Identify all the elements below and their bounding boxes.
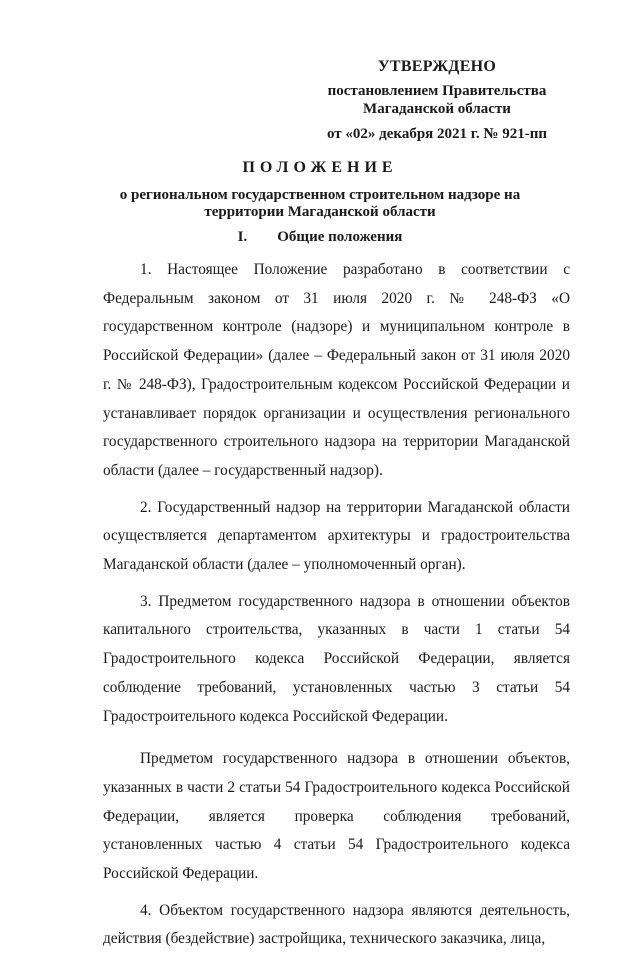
approved-by-line-1: постановлением Правительства <box>327 83 547 99</box>
section-number: I. <box>237 229 248 245</box>
paragraph-1: 1. Настоящее Положение разработано в соответствии с Федеральным законом от 31 июля 2020 г. № 248-ФЗ «О государственном контроле (надзоре) и муниципальном контроле в Российской Федерации» (далее – Федеральный закон от 31 июля 2020 г. № 248-ФЗ), Градостроительным кодексом Российской Федерации и устанавливает порядок организации и осуществления регионального государственного строительного надзора на территории Магаданской области (далее – государственный надзор). <box>103 261 570 479</box>
approval-stamp <box>312 58 562 143</box>
paragraph-4: 4. Объектом государственного надзора являются деятельность, действия (бездействие) застройщика, технического заказчика, лица, <box>103 901 570 948</box>
paragraph-2: 2. Государственный надзор на территории Магаданской области осуществляется департаментом архитектуры и градостроительства Магаданской области (далее – уполномоченный орган). <box>103 498 570 574</box>
section-heading <box>80 228 560 246</box>
document-title: ПОЛОЖЕНИЕ <box>242 159 398 176</box>
approved-by-line-2: Магаданской области <box>363 101 511 117</box>
paragraph-3: 3. Предметом государственного надзора в отношении объектов капитального строительства, указанных в части 1 статьи 54 Градостроительного кодекса Российской Федерации, является соблюдение требований, установленных частью 3 статьи 54 Градостроительного кодекса Российской Федерации. <box>103 592 570 725</box>
document-subtitle-line-2: территории Магаданской области <box>204 204 436 220</box>
document-body <box>103 256 570 954</box>
section-title: Общие положения <box>277 229 403 245</box>
paragraph-3-continued: Предметом государственного надзора в отношении объектов, указанных в части 2 статьи 54 Градостроительного кодекса Российской Федерации, является проверка соблюдения требований, установленных частью 4 статьи 54 Градостроительного кодекса Российской Федерации. <box>103 750 570 883</box>
approval-stamp-title: УТВЕРЖДЕНО <box>377 58 497 75</box>
approval-date-line: от «02» декабря 2021 г. № 921-пп <box>326 126 547 142</box>
document-subtitle-line-1: о региональном государственном строительном надзоре на <box>119 187 521 203</box>
document-title-block <box>80 158 560 221</box>
